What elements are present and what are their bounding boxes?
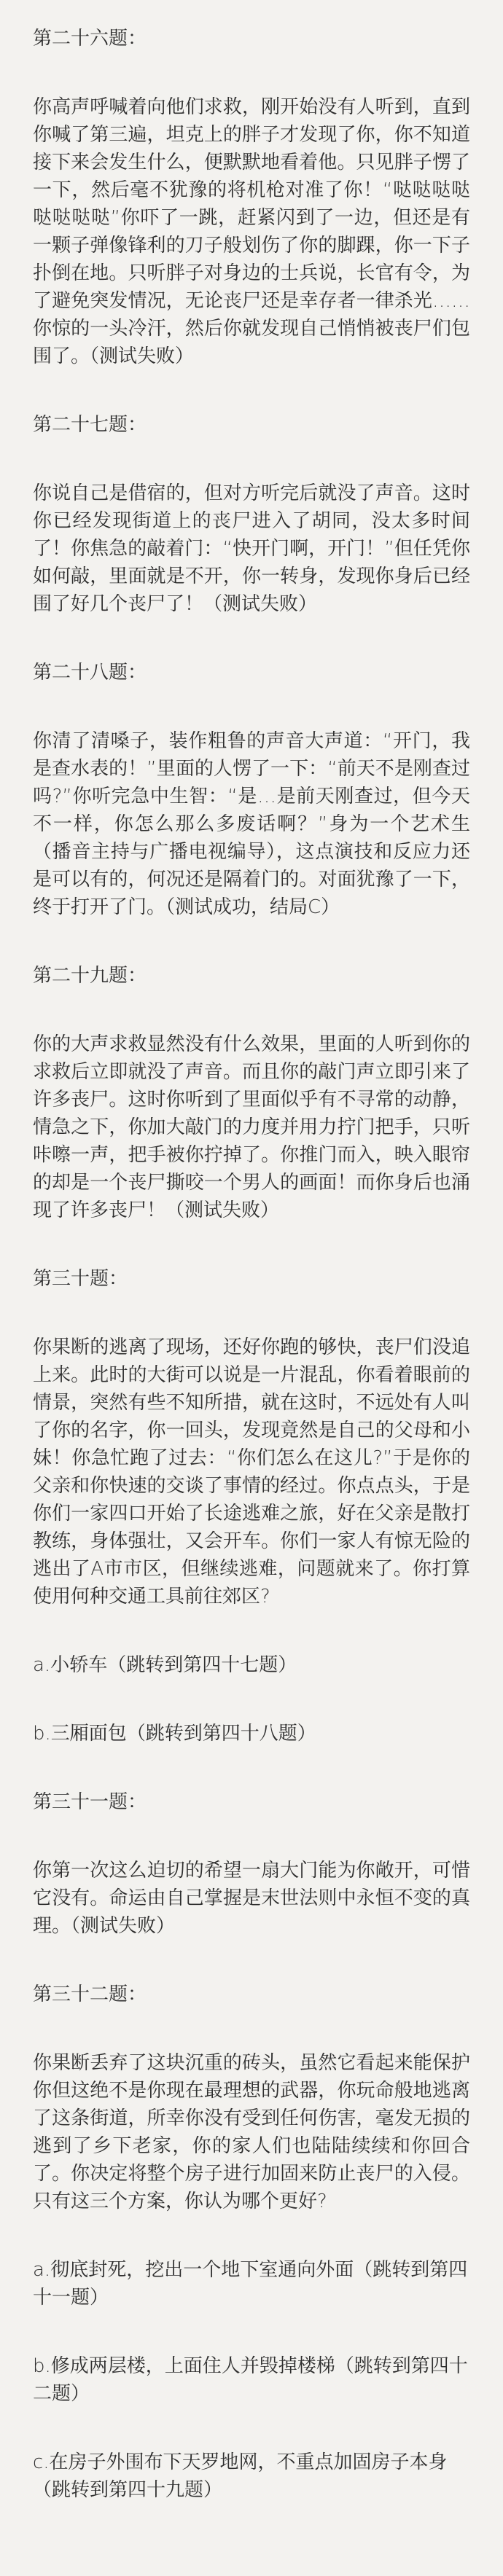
question-section-30 [33,1265,470,1747]
question-heading: 第二十八题： [33,662,147,684]
question-section-28 [33,659,470,921]
option-item-b: b.修成两层楼，上面住人并毁掉楼梯（跳转到第四十二题） [33,2355,468,2405]
question-body: 你果断丢弃了这块沉重的砖头，虽然它看起来能保护你但这绝不是你现在最理想的武器，你玩命般地逃离了这条街道，所幸你没有受到任何伤害，毫发无损的逃到了乡下老家，你的家人们也陆陆续续和你回合了。你决定将整个房子进行加固来防止丧尸的入侵。只有这三个方案，你认为哪个更好? [33,2052,470,2212]
question-body: 你果断的逃离了现场，还好你跑的够快，丧尸们没追上来。此时的大街可以说是一片混乱，你看着眼前的情景，突然有些不知所措，就在这时，不远处有人叫了你的名字，你一回头，发现竟然是自己的父母和小妹！你急忙跑了过去：“你们怎么在这儿?”于是你的父亲和你快速的交谈了事情的经过。你点点头，于是你们一家四口开始了长途逃难之旅，好在父亲是散打教练，身体强壮，又会开车。你们一家人有惊无险的逃出了A市市区，但继续逃难，问题就来了。你打算使用何种交通工具前往郊区? [33,1336,470,1608]
question-section-31 [33,1788,470,1940]
option-item-a: a.彻底封死，挖出一个地下室通向外面（跳转到第四十一题） [33,2259,468,2309]
question-section-27 [33,411,470,618]
question-section-32 [33,1981,470,2504]
question-heading: 第二十九题： [33,965,147,987]
option-item-b: b.三厢面包（跳转到第四十八题） [33,1723,316,1745]
question-section-29 [33,962,470,1224]
option-item-c: c.在房子外围布下天罗地网，不重点加固房子本身（跳转到第四十九题） [33,2451,448,2501]
question-body: 你的大声求救显然没有什么效果，里面的人听到你的求救后立即就没了声音。而且你的敲门声立即引来了许多丧尸。这时你听到了里面似乎有不寻常的动静，情急之下，你加大敲门的力度并用力拧门把手，只听咔嚓一声，把手被你拧掉了。你推门而入，映入眼帘的却是一个丧尸撕咬一个男人的画面！而你身后也涌现了许多丧尸！（测试失败） [33,1033,470,1221]
question-heading: 第三十题： [33,1268,128,1290]
question-heading: 第二十六题： [33,28,147,50]
question-body: 你第一次这么迫切的希望一扇大门能为你敞开，可惜它没有。命运由自己掌握是末世法则中永恒不变的真理。（测试失败） [33,1860,470,1937]
question-heading: 第三十一题： [33,1791,147,1813]
question-body: 你清了清嗓子，装作粗鲁的声音大声道：“开门，我是查水表的！”里面的人愣了一下：“前天不是刚查过吗?”你听完急中生智：“是…是前天刚查过，但今天不一样，你怎么那么多废话啊？”身为一个艺术生（播音主持与广播电视编导），这点演技和反应力还是可以有的，何况还是隔着门的。对面犹豫了一下，终于打开了门。（测试成功，结局C） [33,730,470,918]
option-item-a: a.小轿车（跳转到第四十七题） [33,1654,297,1676]
question-heading: 第二十七题： [33,414,147,436]
question-body: 你说自己是借宿的，但对方听完后就没了声音。这时你已经发现街道上的丧尸进入了胡同，没太多时间了！你焦急的敲着门：“快开门啊，开门！”但任凭你如何敲，里面就是不开，你一转身，发现你身后已经围了好几个丧尸了！（测试失败） [33,482,470,615]
question-body: 你高声呼喊着向他们求救，刚开始没有人听到，直到你喊了第三遍，坦克上的胖子才发现了你，你不知道接下来会发生什么，便默默地看着他。只见胖子愣了一下，然后毫不犹豫的将机枪对准了你！“哒哒哒哒哒哒哒哒”你吓了一跳，赶紧闪到了一边，但还是有一颗子弹像锋利的刀子般划伤了你的脚踝，你一下子扑倒在地。只听胖子对身边的士兵说，长官有令，为了避免突发情况，无论丧尸还是幸存者一律杀光……你惊的一头冷汗，然后你就发现自己悄悄被丧尸们包围了。（测试失败） [33,96,470,367]
question-section-26 [33,25,470,370]
question-heading: 第三十二题： [33,1984,147,2005]
